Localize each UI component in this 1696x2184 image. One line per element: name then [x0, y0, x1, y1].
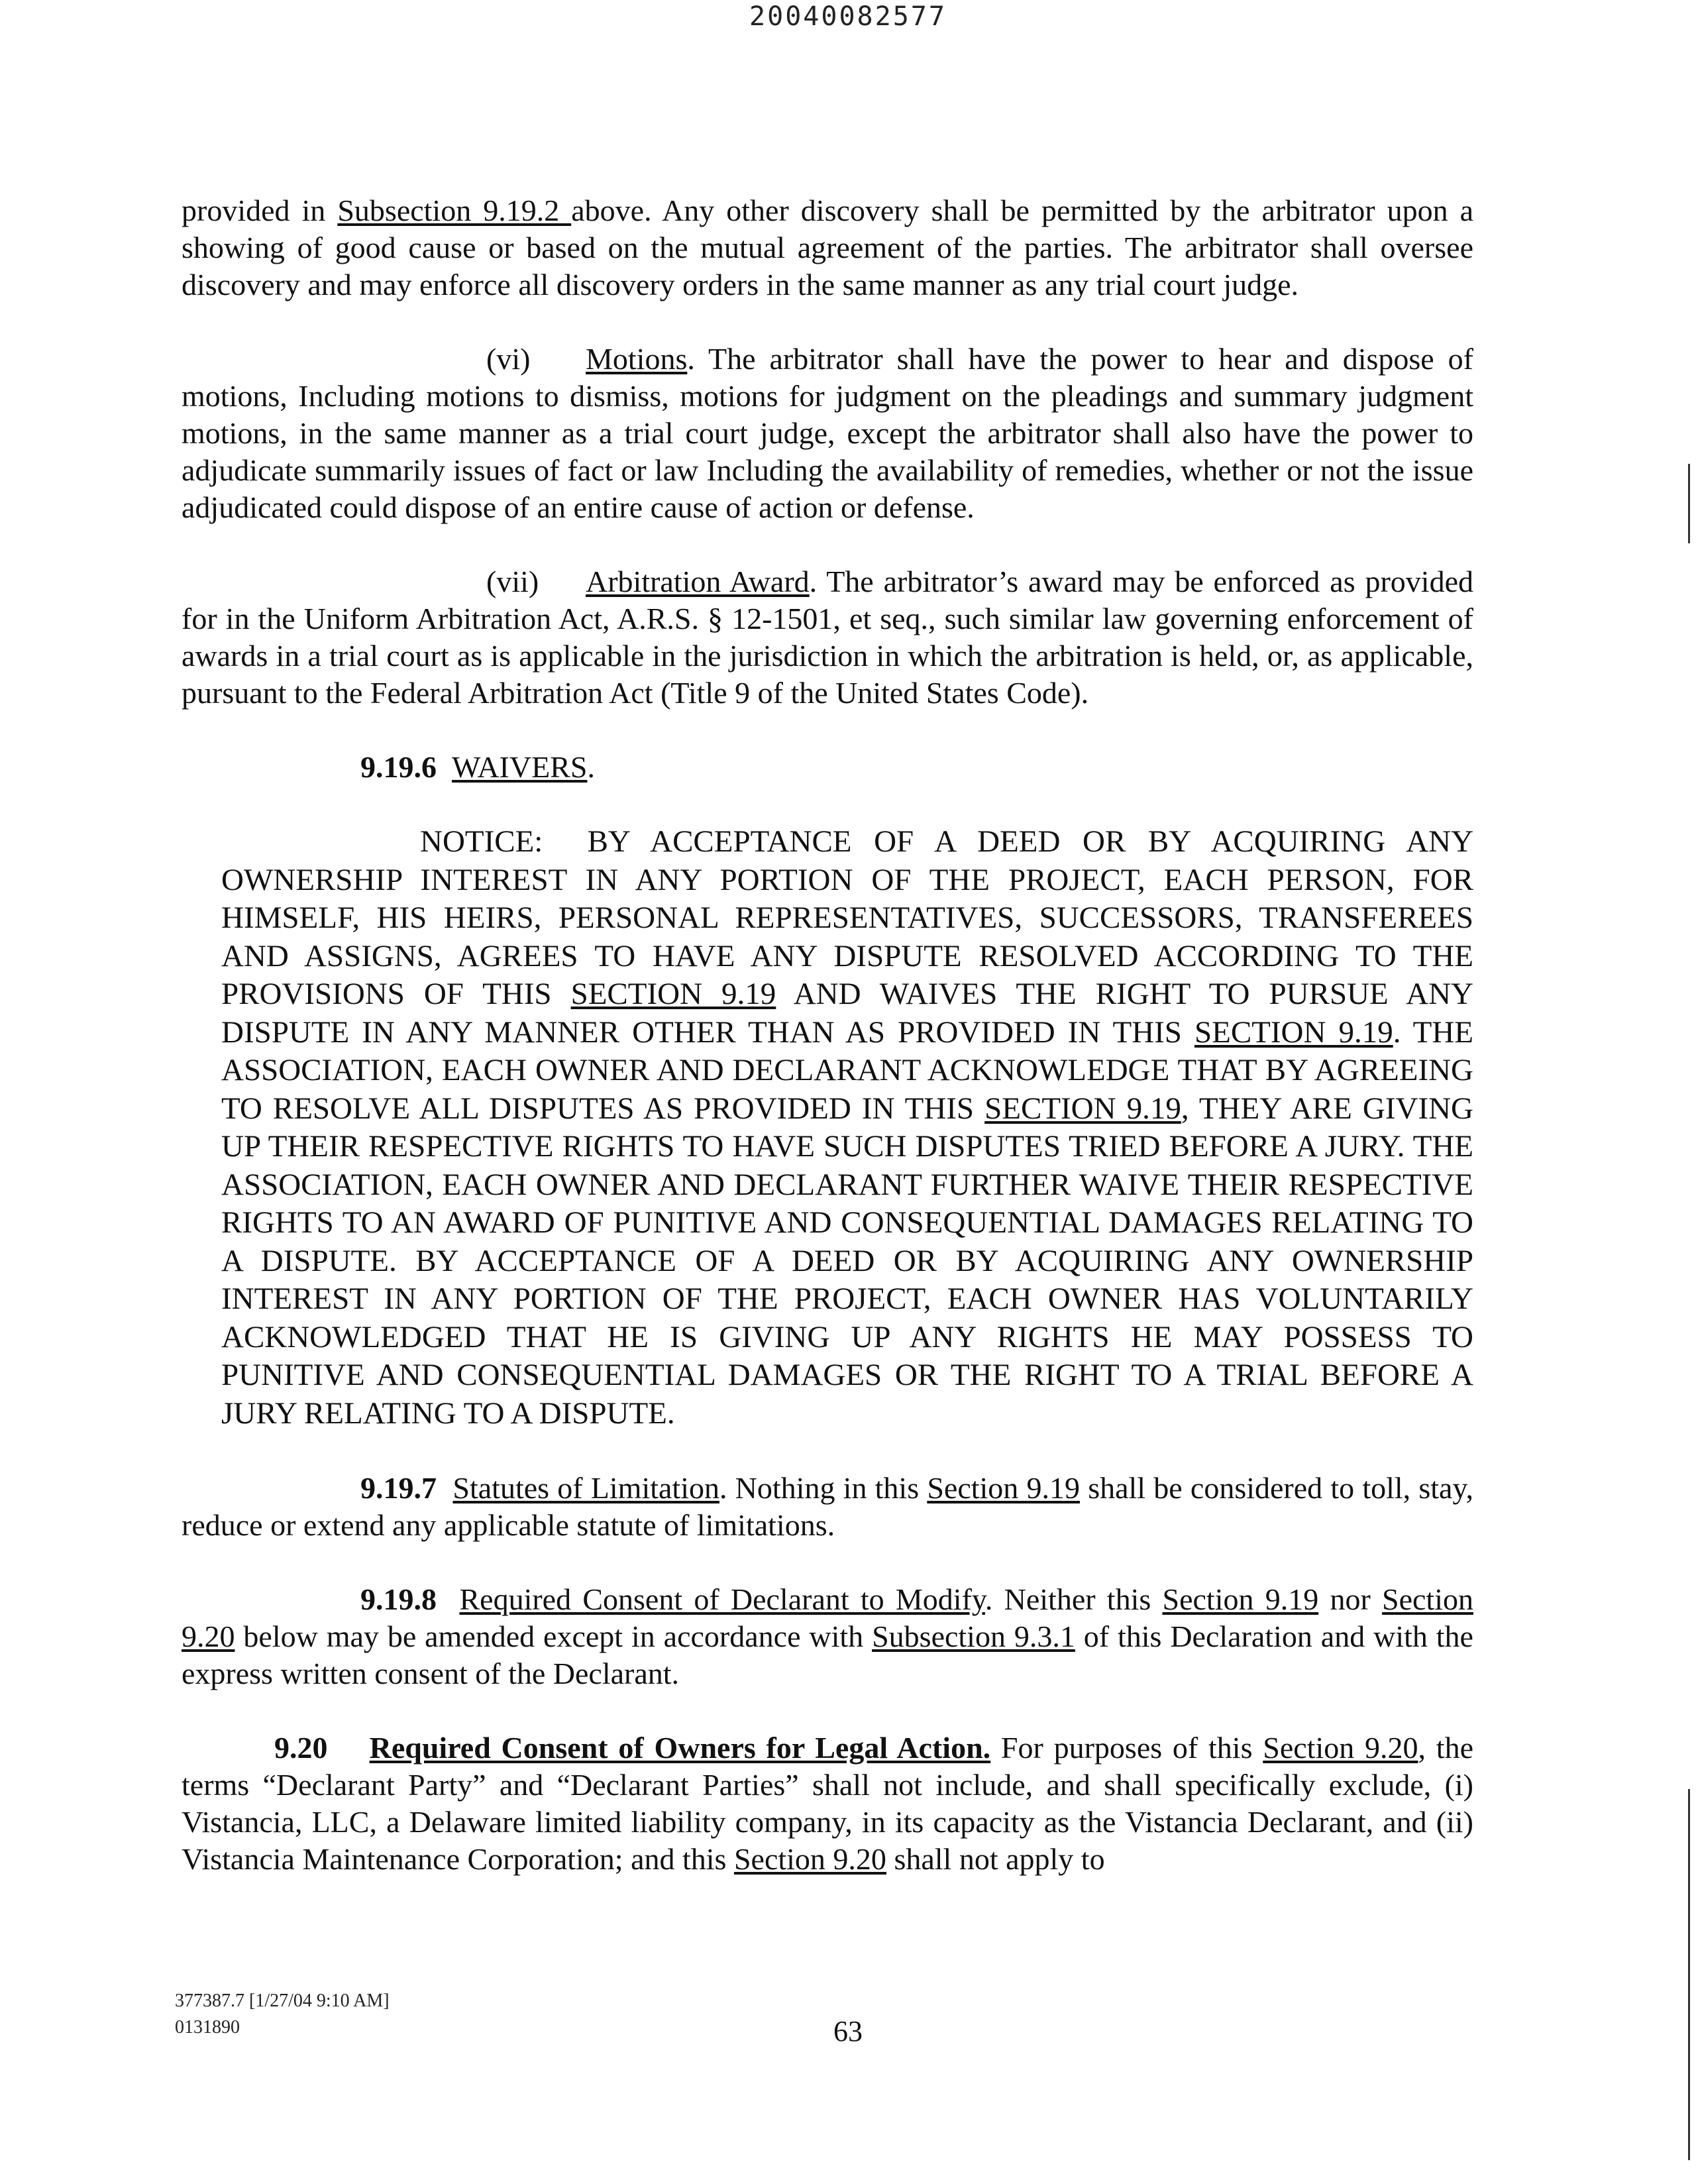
section-heading-waivers: 9.19.6 WAIVERS. — [360, 750, 595, 784]
section-number: 9.19.6 — [360, 750, 437, 784]
page-number: 63 — [833, 2015, 863, 2048]
document-body — [182, 192, 1473, 1878]
section-reference: Section 9.19 — [927, 1471, 1080, 1505]
item-motions: (vi) Motions. The arbitrator shall have the power to hear and dispose of motions, Including motions to dismiss, motions for judgment on the pleadings and summary judgment motions, in the same manner as a trial court judge, except the arbitrator shall also have the power to adjudicate summarily issues of fact or law Including the availability of remedies, whether or not the issue adjudicated could dispose of an entire cause of action or defense. — [182, 342, 1473, 524]
section-reference: Section 9.20 — [1263, 1731, 1418, 1765]
subsection-reference: Subsection 9.19.2 — [337, 193, 572, 227]
document-number: 20040082577 — [749, 1, 947, 32]
section-reference: Section 9.20 — [182, 1582, 1473, 1653]
section-number: 9.19.7 — [360, 1471, 437, 1505]
section-reference: SECTION 9.19 — [570, 977, 776, 1011]
section-title: WAIVERS — [452, 750, 588, 784]
item-arbitration-award: (vii) Arbitration Award. The arbitrator’s award may be enforced as provided for in the Uniform Arbitration Act, A.R.S. § 12-1501, et seq., such similar law governing enforcement of awards in a trial court as is applicable in the jurisdiction in which the arbitration is held, or, as applicable, pursuant to the Federal Arbitration Act (Title 9 of the United States Code). — [182, 565, 1473, 710]
section-reference: Section 9.20 — [733, 1842, 886, 1876]
section-reference: Section 9.19 — [1162, 1582, 1319, 1616]
section-required-consent-declarant: 9.19.8 Required Consent of Declarant to Modify. Neither this Section 9.19 nor Section 9.20 below may be amended except in accordance with Subsection 9.3.1 of this Declaration and with the express written consent of the Declarant. — [182, 1582, 1473, 1690]
section-title: Statutes of Limitation — [452, 1471, 719, 1505]
section-reference: Subsection 9.3.1 — [872, 1619, 1075, 1653]
scan-edge-mark — [1688, 464, 1690, 543]
notice-label: NOTICE: — [420, 824, 543, 859]
section-reference: SECTION 9.19 — [984, 1091, 1181, 1126]
section-number: 9.20 — [274, 1731, 328, 1765]
footer-matter-number: 0131890 — [175, 2017, 240, 2038]
section-reference: SECTION 9.19 — [1194, 1014, 1393, 1050]
item-number: (vi) — [486, 342, 531, 376]
item-number: (vii) — [486, 565, 539, 598]
section-required-consent-owners: 9.20 Required Consent of Owners for Legal Action. For purposes of this Section 9.20, the terms “Declarant Party” and “Declarant Parties” shall not include, and shall specifically exclude, (i) Vistancia, LLC, a Delaware limited liability company, in its capacity as the Vistancia Declarant, and (ii) Vistancia Maintenance Corporation; and this Section 9.20 shall not apply to — [182, 1731, 1474, 1876]
paragraph-discovery: provided in Subsection 9.19.2 above. Any other discovery shall be permitted by the arbitrator upon a showing of good cause or based on the mutual agreement of the parties. The arbitrator shall oversee discovery and may enforce all discovery orders in the same manner as any trial court judge. — [182, 193, 1474, 301]
footer-doc-ref: 377387.7 [1/27/04 9:10 AM] — [175, 1991, 390, 2011]
notice-paragraph: NOTICE: BY ACCEPTANCE OF A DEED OR BY ACQUIRING ANY OWNERSHIP INTEREST IN ANY PORTION OF THE PROJECT, EACH PERSON, FOR HIMSELF, HIS HEIRS, PERSONAL REPRESENTATIVES, SUCCESSORS, TRANSFEREES AND ASSIGNS, AGREES TO HAVE ANY DISPUTE RESOLVED ACCORDING TO THE PROVISIONS OF THIS SECTION 9.19 AND WAIVES THE RIGHT TO PURSUE ANY DISPUTE IN ANY MANNER OTHER THAN AS PROVIDED IN THIS SECTION 9.19. THE ASSOCIATION, EACH OWNER AND DECLARANT ACKNOWLEDGE THAT BY AGREEING TO RESOLVE ALL DISPUTES AS PROVIDED IN THIS SECTION 9.19, THEY ARE GIVING UP THEIR RESPECTIVE RIGHTS TO HAVE SUCH DISPUTES TRIED BEFORE A JURY. THE ASSOCIATION, EACH OWNER AND DECLARANT FURTHER WAIVE THEIR RESPECTIVE RIGHTS TO AN AWARD OF PUNITIVE AND CONSEQUENTIAL DAMAGES RELATING TO A DISPUTE. BY ACCEPTANCE OF A DEED OR BY ACQUIRING ANY OWNERSHIP INTEREST IN ANY PORTION OF THE PROJECT, EACH OWNER HAS VOLUNTARILY ACKNOWLEDGED THAT HE IS GIVING UP ANY RIGHTS HE MAY POSSESS TO PUNITIVE AND CONSEQUENTIAL DAMAGES OR THE RIGHT TO A TRIAL BEFORE A JURY RELATING TO A DISPUTE. — [221, 824, 1474, 1431]
scan-edge-mark — [1688, 1789, 1690, 2160]
section-title: Required Consent of Declarant to Modify — [459, 1582, 985, 1616]
item-title: Arbitration Award — [586, 565, 810, 598]
item-title: Motions — [586, 342, 688, 376]
section-statutes-of-limitation: 9.19.7 Statutes of Limitation. Nothing in this Section 9.19 shall be considered to toll, stay, reduce or extend any applicable statute of limitations. — [182, 1471, 1473, 1542]
section-number: 9.19.8 — [360, 1582, 437, 1616]
section-title: Required Consent of Owners for Legal Action. — [369, 1731, 991, 1765]
